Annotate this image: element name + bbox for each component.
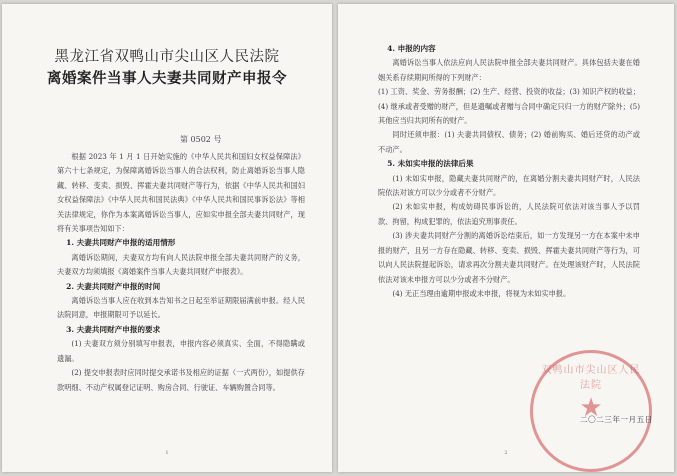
section-4-paragraph-2: (1) 工资、奖金、劳务报酬；(2) 生产、经营、投资的收益；(3) 知识产权的收益；(4) 继承或者受赠的财产，但是遗嘱或者赠与合同中确定只归一方的财产除外；(5) 其他应当归共同所有的财产。 (378, 87, 640, 126)
section-3-heading: 3. 夫妻共同财产申报的要求 (66, 324, 161, 334)
section-5-heading: 5. 未如实申报的法律后果 (387, 159, 474, 169)
seal-star-icon: ★ (579, 393, 603, 423)
seal-text: 双鸭山市尖山区人民法院 (541, 365, 641, 391)
section-5-paragraph-4: (4) 无正当理由逾期申报或未申报，将视为未如实申报。 (392, 288, 571, 298)
right-page-number: 2 (504, 450, 508, 456)
section-5-paragraph-2: (2) 未如实申报，构成妨碍民事诉讼的，人民法院可依法对该当事人予以罚款、拘留，构成犯罪的，依法追究刑事责任。 (378, 202, 640, 226)
section-5-paragraph-1: (1) 未如实申报，隐藏夫妻共同财产的，在离婚分割夫妻共同财产时，人民法院依法对该方可以少分或者不分财产。 (378, 173, 640, 198)
section-3-paragraph-2: (2) 提交申报表时应同时提交承诺书及相应的证据（一式两份），如提供存款明细、不动产权属登记证明、购房合同、行驶证、车辆购置合同等。 (57, 368, 305, 392)
section-2-paragraph: 离婚诉讼当事人应在收到本告知书之日起至举证期限届满前申报。经人民法院同意，申报期限可予以延长。 (57, 296, 305, 320)
issue-date: 二〇二三年一月五日 (580, 415, 653, 424)
section-4-paragraph-1: 离婚诉讼当事人依法应向人民法院申报全部夫妻共同财产。具体包括夫妻在婚姻关系存续期间所得的下列财产： (378, 58, 640, 82)
section-1-heading: 1. 夫妻共同财产申报的适用情形 (66, 238, 176, 248)
left-body-text (57, 150, 305, 395)
right-body-text (378, 42, 640, 301)
section-5-paragraph-3: (3) 涉夫妻共同财产分割的离婚诉讼结束后，如一方发现另一方在本案中未申报的财产，且另一方存在隐藏、转移、变卖、损毁、挥霍夫妻共同财产等行为，可以向人民法院提起诉讼，请求再次分割夫妻共同财产。在处理该财产时，人民法院依法对该未申报方可以少分或者不分财产。 (378, 231, 640, 284)
document-title: 离婚案件当事人夫妻共同财产申报令 (47, 70, 287, 87)
left-page (2, 4, 332, 472)
intro-paragraph: 根据 2023 年 1 月 1 日开始实施的《中华人民共和国妇女权益保障法》第六十七条规定，为保障离婚诉讼当事人的合法权利，防止离婚诉讼当事人隐藏、转移、变卖、损毁、挥霍夫妻共同财产等行为，依据《中华人民共和国妇女权益保障法》《中华人民共和国民法典》《中华人民共和国民事诉讼法》等相关法律规定，你作为本案离婚诉讼当事人，应如实申报全部夫妻共同财产，现将有关事项告知如下： (57, 152, 305, 234)
section-4-paragraph-3: 同时还须申报：(1) 夫妻共同债权、债务；(2) 婚前购买、婚后还贷的动产或不动产。 (378, 130, 640, 154)
section-3-paragraph-1: (1) 夫妻双方须分别填写申报表，申报内容必须真实、全面，不得隐瞒或遗漏。 (57, 339, 305, 363)
court-name-title: 黑龙江省双鸭山市尖山区人民法院 (54, 49, 280, 65)
section-2-heading: 2. 夫妻共同财产申报的时间 (66, 281, 161, 291)
document-number: 第 0502 号 (180, 135, 222, 144)
left-page-number: 1 (165, 450, 169, 456)
section-1-paragraph: 离婚诉讼期间，夫妻双方均有向人民法院申报全部夫妻共同财产的义务，夫妻双方均须填报《离婚案件当事人夫妻共同财产申报表》。 (57, 252, 305, 277)
right-page (338, 4, 674, 472)
section-4-heading: 4. 申报的内容 (387, 44, 436, 53)
